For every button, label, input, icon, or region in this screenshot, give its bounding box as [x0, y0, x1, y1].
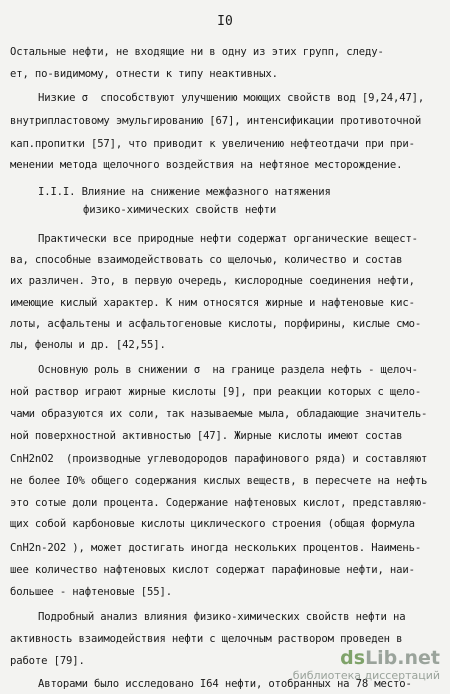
text-line: не более I0% общего содержания кислых веществ, в пересчете на нефть — [10, 475, 428, 487]
text-line: большее - нафтеновые [55]. — [10, 586, 172, 598]
text-line: шее количество нафтеновых кислот содержат парафиновые нефти, наи- — [10, 564, 415, 576]
logo-subtitle: библиотека диссертаций — [292, 669, 440, 682]
text-line: Практически все природные нефти содержат органические вещест- — [38, 233, 418, 245]
text-line: активность взаимодействия нефти с щелочным раствором проведен в — [10, 633, 403, 645]
text-line: Подробный анализ влияния физико-химических свойств нефти на — [38, 611, 406, 623]
text-line: лы, фенолы и др. [42,55]. — [10, 339, 166, 351]
text-line: это сотые доли процента. Содержание нафтеновых кислот, представляю- — [10, 497, 428, 509]
text-line: Остальные нефти, не входящие ни в одну из этих групп, следу- — [10, 46, 384, 58]
text-line: ной раствор играют жирные кислоты [9], при реакции которых с щело- — [10, 386, 422, 398]
text-line: их различен. Это, в первую очередь, кислородные соединения нефти, — [10, 275, 415, 287]
text-line: чами образуются их соли, так называемые мыла, обладающие значитель- — [10, 408, 428, 420]
text-line: ной поверхностной активностью [47]. Жирные кислоты имеют состав — [10, 430, 403, 442]
text-line: лоты, асфальтены и асфальтогеновые кислоты, порфирины, кислые смо- — [10, 318, 422, 330]
text-line: ет, по-видимому, отнести к типу неактивных. — [10, 68, 278, 80]
section-heading: I.I.I. Влияние на снижение межфазного натяжения — [38, 186, 331, 198]
text-line: имеющие кислый характер. К ним относятся жирные и нафтеновые кис- — [10, 297, 415, 309]
text-line: Низкие σ способствуют улучшению моющих свойств вод [9,24,47], — [38, 92, 425, 104]
logo-suffix: Lib.net — [365, 647, 440, 669]
section-heading: физико-химических свойств нефти — [83, 204, 277, 216]
text-line: внутрипластовому эмульгированию [67], интенсификации противоточной — [10, 115, 422, 127]
text-line: щих собой карбоновые кислоты циклического строения (общая формула — [10, 518, 415, 530]
text-line: работе [79]. — [10, 655, 85, 667]
formula-line: CnH2nO2 (производные углеводородов парафинового ряда) и составляют — [10, 453, 428, 465]
text-line: кап.пропитки [57], что приводит к увеличению нефтеотдачи при при- — [10, 138, 415, 150]
text-line: Авторами было исследовано I64 нефти, отобранных на 78 место- — [38, 678, 412, 690]
logo-prefix: ds — [340, 647, 366, 669]
text-line: Основную роль в снижении σ на границе раздела нефть - щелоч- — [38, 364, 418, 376]
text-line: менении метода щелочного воздействия на нефтяное месторождение. — [10, 159, 403, 171]
text-line: ва, способные взаимодействовать со щелочью, количество и состав — [10, 254, 403, 266]
page-number: I0 — [217, 14, 233, 29]
formula-line: CnH2n-2O2 ), может достигать иногда нескольких процентов. Наимень- — [10, 542, 422, 554]
dslib-watermark-logo — [293, 647, 440, 682]
